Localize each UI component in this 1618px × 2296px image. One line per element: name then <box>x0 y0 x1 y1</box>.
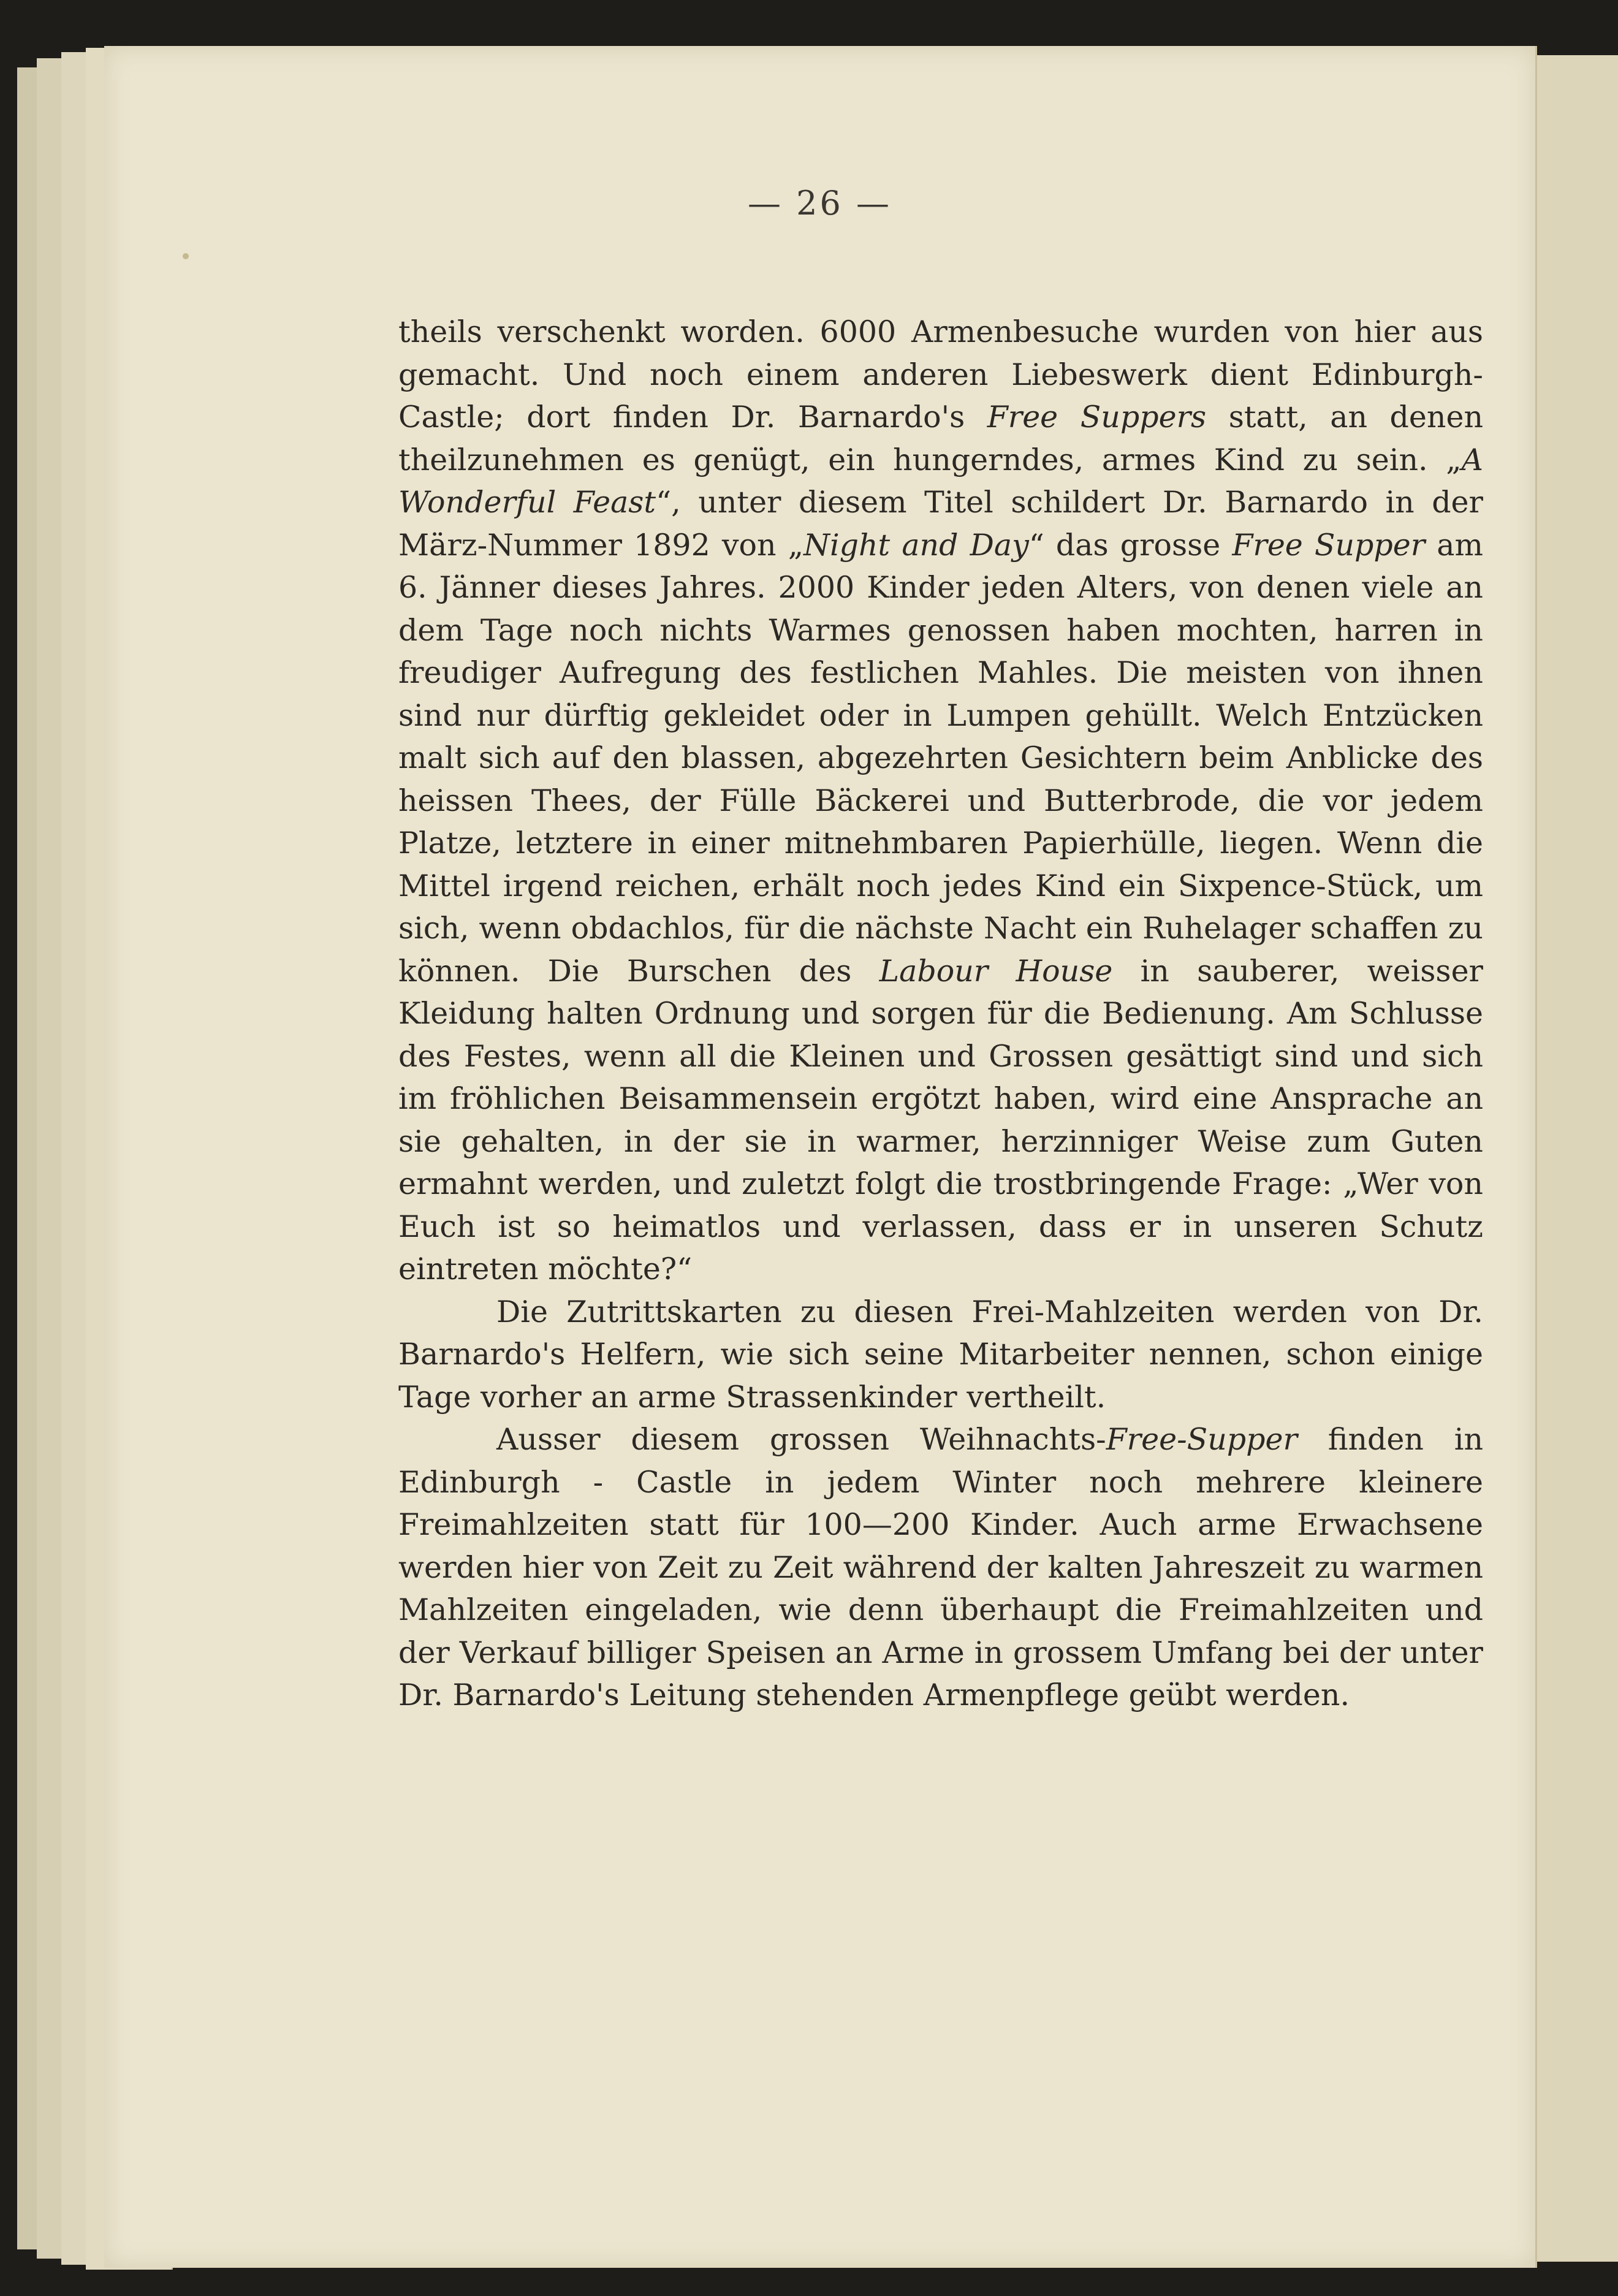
adjacent-page <box>1535 55 1618 2262</box>
italic-title: Free-Supper <box>1106 1422 1297 1457</box>
text-run: Die Zutrittskarten zu diesen Frei-Mahlzeiten werden von Dr. Barnardo's Helfern, wie sich seine Mitarbeiter nennen, schon einige Tage vorher an arme Strassenkinder vertheilt. <box>398 1294 1483 1415</box>
text-run: statt, an denen theilzunehmen es genügt, ein hungerndes, armes Kind zu sein. „ <box>398 400 1484 477</box>
italic-title: Labour House <box>879 953 1113 989</box>
page-number: — 26 — <box>747 184 892 222</box>
italic-title: Night and Day <box>803 527 1029 563</box>
text-run: “, unter diesem Titel schildert Dr. Barnardo in der März-Nummer 1892 von „ <box>398 485 1483 563</box>
paragraph <box>398 1418 1483 1717</box>
book-page <box>104 46 1537 2268</box>
body-text <box>398 311 1483 1717</box>
text-run: finden in Edinburgh - Castle in jedem Winter noch mehrere kleinere Freimahlzeiten statt für 100—200 Kinder. Auch arme Erwachsene werden hier von Zeit zu Zeit während der kalten Jahreszeit zu warmen Mahlzeiten eingeladen, wie denn überhaupt die Freimahlzeiten und der Verkauf billiger Speisen an Arme in grossem Umfang bei der unter Dr. Barnardo's Leitung stehenden Armenpflege geübt werden. <box>398 1422 1483 1712</box>
text-run: “ das grosse <box>1028 527 1232 563</box>
paper-spot <box>183 253 189 259</box>
paragraph <box>398 311 1483 1291</box>
text-run: am 6. Jänner dieses Jahres. 2000 Kinder jeden Alters, von denen viele an dem Tage noch nichts Warmes genossen haben mochten, harren in freudiger Aufregung des festlichen Mahles. Die meisten von ihnen sind nur dürftig gekleidet oder in Lumpen gehüllt. Welch Entzücken malt sich auf den blassen, abgezehrten Gesichtern beim Anblicke des heissen Thees, der Fülle Bäckerei und Butterbrode, die vor jedem Platze, letztere in einer mitnehmbaren Papierhülle, liegen. Wenn die Mittel irgend reichen, erhält noch jedes Kind ein Sixpence-Stück, um sich, wenn obdachlos, für die nächste Nacht ein Ruhelager schaffen zu können. Die Burschen des <box>398 527 1483 989</box>
italic-title: Free Suppers <box>987 400 1207 435</box>
italic-title: Free Supper <box>1232 527 1426 563</box>
paragraph <box>398 1291 1483 1419</box>
text-run: theils verschenkt worden. 6000 Armenbesuche wurden von hier aus gemacht. Und noch einem anderen Liebeswerk dient Edinburgh-Castle; dort finden Dr. Barnardo's <box>398 314 1483 435</box>
italic-title: A Wonderful Feast <box>398 442 1483 520</box>
text-run: Ausser diesem grossen Weihnachts- <box>496 1422 1106 1457</box>
text-run: in sauberer, weisser Kleidung halten Ordnung und sorgen für die Bedienung. Am Schlusse des Festes, wenn all die Kleinen und Grossen gesättigt sind und sich im fröhlichen Beisammensein ergötzt haben, wird eine Ansprache an sie gehalten, in der sie in warmer, herzinniger Weise zum Guten ermahnt werden, und zuletzt folgt die trostbringende Frage: „Wer von Euch ist so heimatlos und verlassen, dass er in unseren Schutz eintreten möchte?“ <box>398 953 1483 1287</box>
